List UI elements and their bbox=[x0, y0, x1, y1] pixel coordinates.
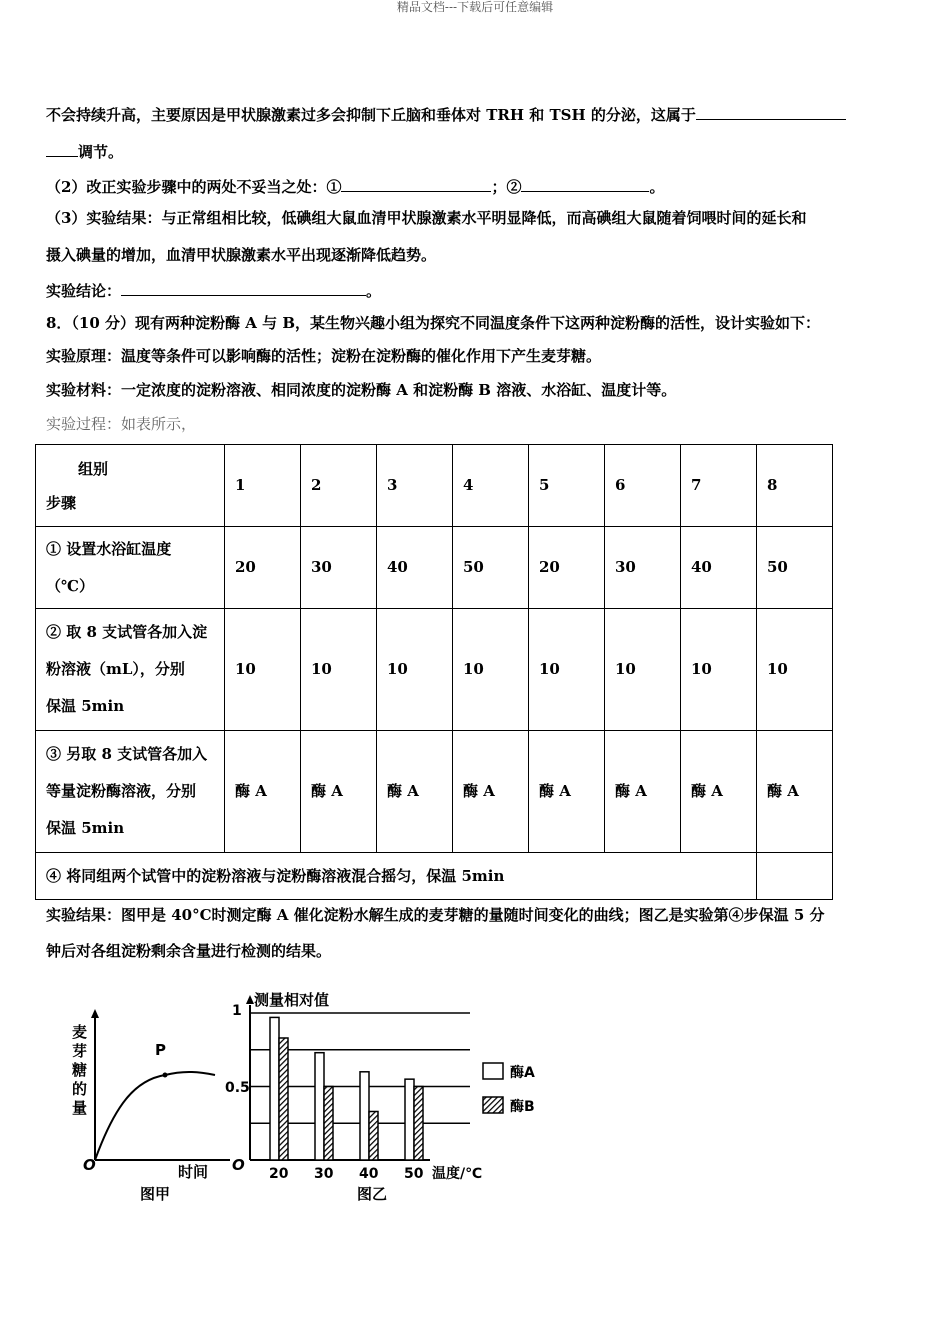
table-row bbox=[36, 527, 833, 609]
table-cell: 40 bbox=[377, 527, 453, 609]
group-cell: 3 bbox=[377, 445, 453, 527]
yi-xticks bbox=[269, 1166, 424, 1182]
table-row bbox=[36, 731, 833, 853]
step-label-line: ③ 另取 8 支试管各加入 bbox=[46, 745, 208, 763]
table-cell: 30 bbox=[605, 527, 681, 609]
text-line bbox=[46, 140, 123, 162]
group-cell: 2 bbox=[301, 445, 377, 527]
text-line bbox=[46, 279, 381, 301]
step-label-line: 保温 5min bbox=[46, 819, 125, 837]
yi-title: 测量相对值 bbox=[254, 991, 330, 1009]
bar-enzyme-a bbox=[270, 1017, 279, 1160]
text-line: （3）实验结果：与正常组相比较，低碘组大鼠血清甲状腺激素水平明显降低，而高碘组大鼠随着饲喂时间的延长和 bbox=[46, 209, 807, 227]
page-header: 精品文档---下载后可任意编辑 bbox=[396, 0, 554, 14]
group-cell: 7 bbox=[681, 445, 757, 527]
table-row bbox=[36, 609, 833, 731]
text-line: 摄入碘量的增加，血清甲状腺激素水平出现逐渐降低趋势。 bbox=[46, 246, 437, 264]
step-label-line: ② 取 8 支试管各加入淀 bbox=[46, 623, 208, 641]
text-line: 实验过程：如表所示， bbox=[46, 415, 197, 433]
table-cell: 酶 A bbox=[605, 731, 681, 853]
table-cell: 10 bbox=[377, 609, 453, 731]
step-label-line: （℃） bbox=[46, 576, 94, 595]
text-line: 实验材料：一定浓度的淀粉溶液、相同浓度的淀粉酶 A 和淀粉酶 B 溶液、水浴缸、温度计等。 bbox=[46, 381, 677, 399]
jia-point-p bbox=[163, 1073, 168, 1078]
corner-bottom-label: 步骤 bbox=[46, 493, 77, 512]
bar-enzyme-b bbox=[279, 1038, 288, 1160]
table-cell: 酶 A bbox=[377, 731, 453, 853]
bar-enzyme-b bbox=[414, 1087, 423, 1161]
bar-enzyme-b bbox=[324, 1087, 333, 1161]
yi-bars bbox=[270, 1017, 423, 1160]
text-line: 实验原理：温度等条件可以影响酶的活性；淀粉在淀粉酶的催化作用下产生麦芽糖。 bbox=[46, 347, 602, 365]
text-line bbox=[46, 103, 846, 125]
corner-top-label: 组别 bbox=[78, 459, 109, 478]
answer-blank bbox=[696, 103, 846, 120]
table-cell: 酶 A bbox=[453, 731, 529, 853]
step-label-cell bbox=[36, 527, 225, 609]
table-row bbox=[36, 853, 833, 900]
jia-origin: O bbox=[83, 1156, 96, 1174]
jia-caption: 图甲 bbox=[140, 1185, 171, 1203]
yi-xtick-label: 30 bbox=[314, 1166, 334, 1182]
table-cell: 50 bbox=[757, 527, 833, 609]
figure-jia bbox=[71, 1009, 230, 1203]
table-cell: 50 bbox=[453, 527, 529, 609]
group-cell: 4 bbox=[453, 445, 529, 527]
table-cell: 酶 A bbox=[225, 731, 301, 853]
table-corner-cell bbox=[36, 445, 225, 527]
yi-y-arrow bbox=[246, 995, 254, 1004]
answer-blank bbox=[121, 279, 366, 296]
step-label-cell bbox=[36, 609, 225, 731]
step-label-line: 等量淀粉酶溶液，分别 bbox=[46, 782, 197, 800]
text-span: 。 bbox=[649, 178, 665, 196]
group-cell: 5 bbox=[529, 445, 605, 527]
table-cell: 10 bbox=[757, 609, 833, 731]
answer-blank bbox=[521, 175, 649, 192]
jia-ylabel-char: 的 bbox=[72, 1080, 88, 1098]
yi-xtick-label: 40 bbox=[359, 1166, 379, 1182]
jia-ylabel bbox=[71, 1023, 87, 1117]
yi-caption: 图乙 bbox=[357, 1185, 388, 1203]
table-cell: 10 bbox=[605, 609, 681, 731]
legend-swatch-a bbox=[483, 1063, 503, 1079]
text-line: 钟后对各组淀粉剩余含量进行检测的结果。 bbox=[46, 942, 332, 960]
jia-ylabel-char: 芽 bbox=[72, 1042, 88, 1060]
table-cell: 10 bbox=[225, 609, 301, 731]
group-cell: 8 bbox=[757, 445, 833, 527]
yi-origin: O bbox=[232, 1156, 245, 1174]
table-cell: 10 bbox=[529, 609, 605, 731]
jia-curve bbox=[95, 1072, 215, 1160]
yi-ytick-label: 1 bbox=[232, 1003, 242, 1019]
table-cell: 30 bbox=[301, 527, 377, 609]
table-cell: 10 bbox=[681, 609, 757, 731]
step-label-line: ① 设置水浴缸温度 bbox=[46, 539, 172, 558]
step-label-line: 粉溶液（mL），分别 bbox=[46, 660, 185, 678]
group-cell: 1 bbox=[225, 445, 301, 527]
jia-y-arrow bbox=[91, 1009, 99, 1018]
legend-label-a: 酶A bbox=[510, 1065, 535, 1081]
table-cell: 10 bbox=[301, 609, 377, 731]
yi-ytick-label: 0.5 bbox=[225, 1080, 250, 1096]
table-cell bbox=[757, 853, 833, 900]
table-cell: 20 bbox=[225, 527, 301, 609]
step-label-cell bbox=[36, 731, 225, 853]
bar-enzyme-a bbox=[405, 1079, 414, 1160]
bar-enzyme-a bbox=[315, 1053, 324, 1160]
answer-blank bbox=[341, 175, 491, 192]
legend-label-b: 酶B bbox=[510, 1099, 535, 1115]
step4-cell: ④ 将同组两个试管中的淀粉溶液与淀粉酶溶液混合摇匀，保温 5min bbox=[36, 853, 757, 900]
yi-xtick-label: 20 bbox=[269, 1166, 289, 1182]
jia-ylabel-char: 量 bbox=[72, 1099, 88, 1117]
text-line bbox=[46, 175, 664, 197]
jia-point-label: P bbox=[155, 1041, 166, 1059]
text-span: 不会持续升高，主要原因是甲状腺激素过多会抑制下丘脑和垂体对 TRH 和 TSH 的分泌，这属于 bbox=[46, 106, 696, 124]
table-cell: 酶 A bbox=[529, 731, 605, 853]
table-cell: 10 bbox=[453, 609, 529, 731]
text-line: 8．（10 分）现有两种淀粉酶 A 与 B，某生物兴趣小组为探究不同温度条件下这两种淀粉酶的活性，设计实验如下： bbox=[46, 314, 821, 332]
text-line: 实验结果：图甲是 40°C时测定酶 A 催化淀粉水解生成的麦芽糖的量随时间变化的曲线；图乙是实验第④步保温 5 分 bbox=[46, 906, 825, 924]
jia-xlabel: 时间 bbox=[178, 1163, 209, 1181]
table-cell: 40 bbox=[681, 527, 757, 609]
yi-xlabel: 温度/℃ bbox=[432, 1166, 483, 1182]
table-cell: 酶 A bbox=[301, 731, 377, 853]
bar-enzyme-a bbox=[360, 1072, 369, 1160]
text-span: （2）改正实验步骤中的两处不妥当之处：① bbox=[46, 178, 342, 196]
bar-enzyme-b bbox=[369, 1111, 378, 1160]
jia-ylabel-char: 糖 bbox=[72, 1061, 88, 1079]
figures bbox=[60, 985, 560, 1210]
yi-xtick-label: 50 bbox=[404, 1166, 424, 1182]
legend-swatch-b bbox=[483, 1097, 503, 1113]
group-cell: 6 bbox=[605, 445, 681, 527]
text-span: 。 bbox=[366, 282, 382, 300]
chart-yi bbox=[225, 991, 535, 1203]
table-cell: 酶 A bbox=[681, 731, 757, 853]
text-span: 调节。 bbox=[78, 143, 124, 161]
text-span: 实验结论： bbox=[46, 282, 122, 300]
table-cell: 20 bbox=[529, 527, 605, 609]
table-cell: 酶 A bbox=[757, 731, 833, 853]
answer-blank bbox=[46, 140, 78, 157]
text-span: ；② bbox=[491, 178, 522, 196]
experiment-table bbox=[35, 444, 833, 900]
jia-ylabel-char: 麦 bbox=[72, 1023, 88, 1041]
table-header-row bbox=[36, 445, 833, 527]
step-label-line: 保温 5min bbox=[46, 697, 125, 715]
